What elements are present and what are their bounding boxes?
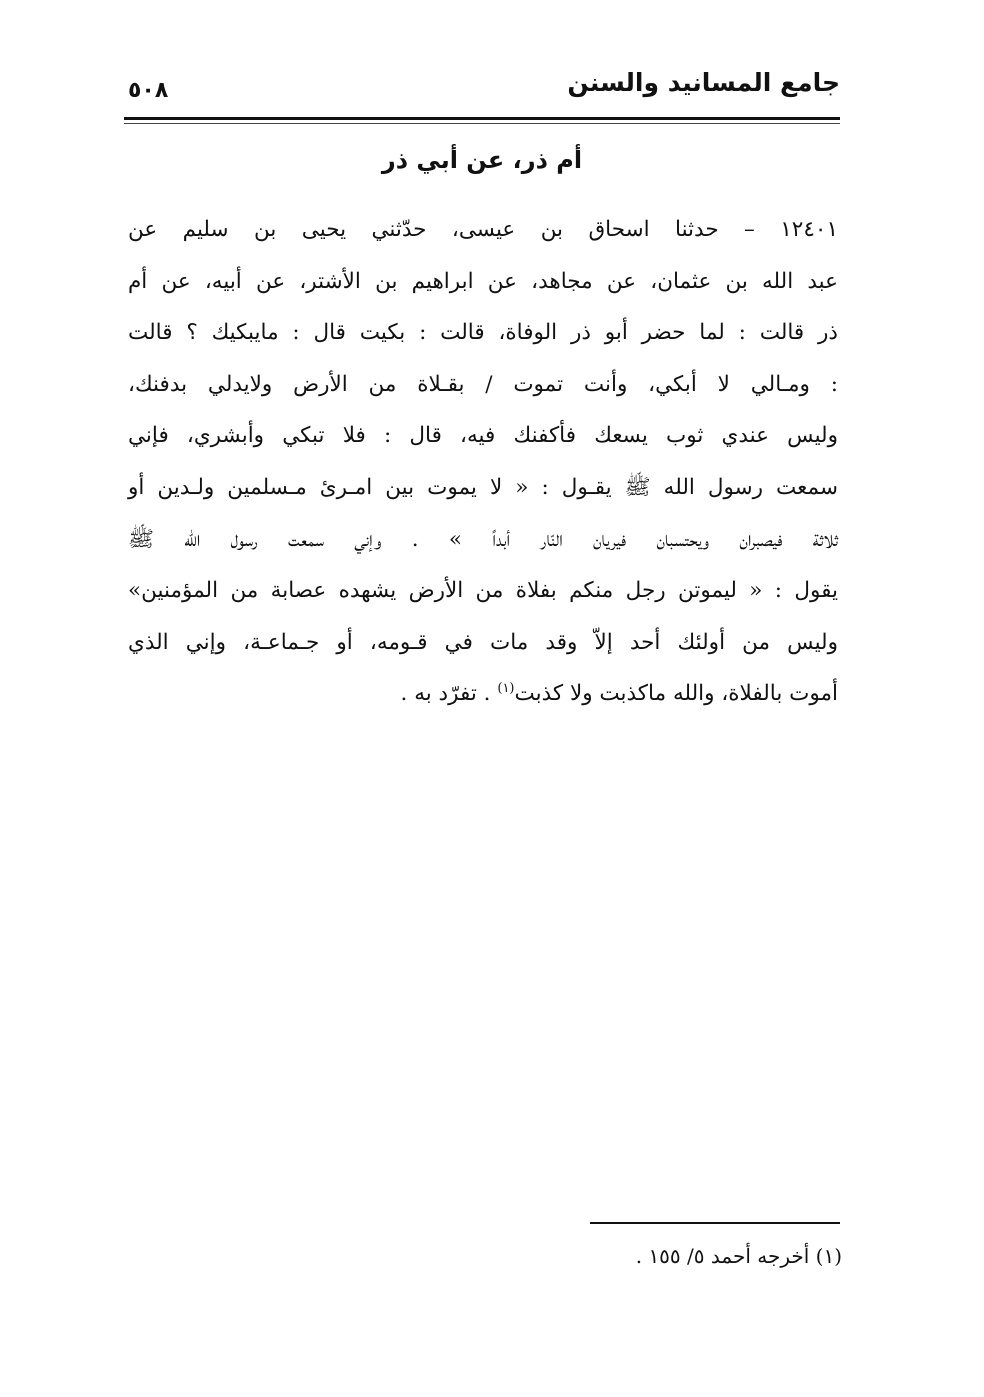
text-line: يقول : « ليموتن رجل منكم بفلاة من الأرض يشهده عصابة من المؤمنين»: [128, 578, 838, 604]
page-header: [124, 66, 840, 116]
section-heading: أم ذر، عن أبي ذر: [381, 146, 583, 174]
text-line: ثلاثة فيصبران ويحتسبان فيريان النّار أبداً » . وإني سمعت رسول الله ﷺ: [128, 526, 838, 552]
text-line: عبد الله بن عثمان، عن مجاهد، عن ابراهيم بن الأشتر، عن أبيه، عن أم: [128, 268, 838, 294]
footnote-reference[interactable]: (١): [497, 681, 515, 697]
text-line: سمعت رسول الله ﷺ يقـول : « لا يموت بين امـرئ مـسلمين ولـدين أو: [128, 474, 838, 500]
last-line-text: أموت بالفلاة، والله ماكذبت ولا كذبت: [514, 681, 838, 707]
hadith-text: [128, 204, 838, 720]
last-line-ending: . تفرّد به .: [400, 681, 498, 707]
text-line-last: [128, 668, 838, 720]
running-title: جامع المسانيد والسنن: [567, 68, 840, 97]
text-line: وليس من أولئك أحد إلاّ وقد مات في قـومه، أو جـماعـة، وإني الذي: [128, 629, 838, 655]
header-rule: [124, 117, 840, 120]
header-rule-thin: [124, 123, 840, 124]
text-line: ذر قالت : لما حضر أبو ذر الوفاة، قالت : بكيت قال : مايبكيك ؟ قالت: [128, 320, 838, 346]
text-line: ١٢٤٠١ – حدثنا اسحاق بن عيسى، حدّثني يحيى بن سليم عن: [128, 217, 838, 242]
footnote-rule: [590, 1222, 840, 1224]
text-line: : ومـالي لا أبكي، وأنت تموت / بقـلاة من الأرض ولايدلي بدفنك،: [128, 371, 838, 397]
text-line: وليس عندي ثوب يسعك فأكفنك فيه، قال : فلا تبكي وأبشري، فإني: [128, 423, 838, 449]
footnote: (١) أخرجه أحمد ٥/ ١٥٥ .: [635, 1244, 842, 1268]
page-number: ٥٠٨: [128, 78, 169, 103]
